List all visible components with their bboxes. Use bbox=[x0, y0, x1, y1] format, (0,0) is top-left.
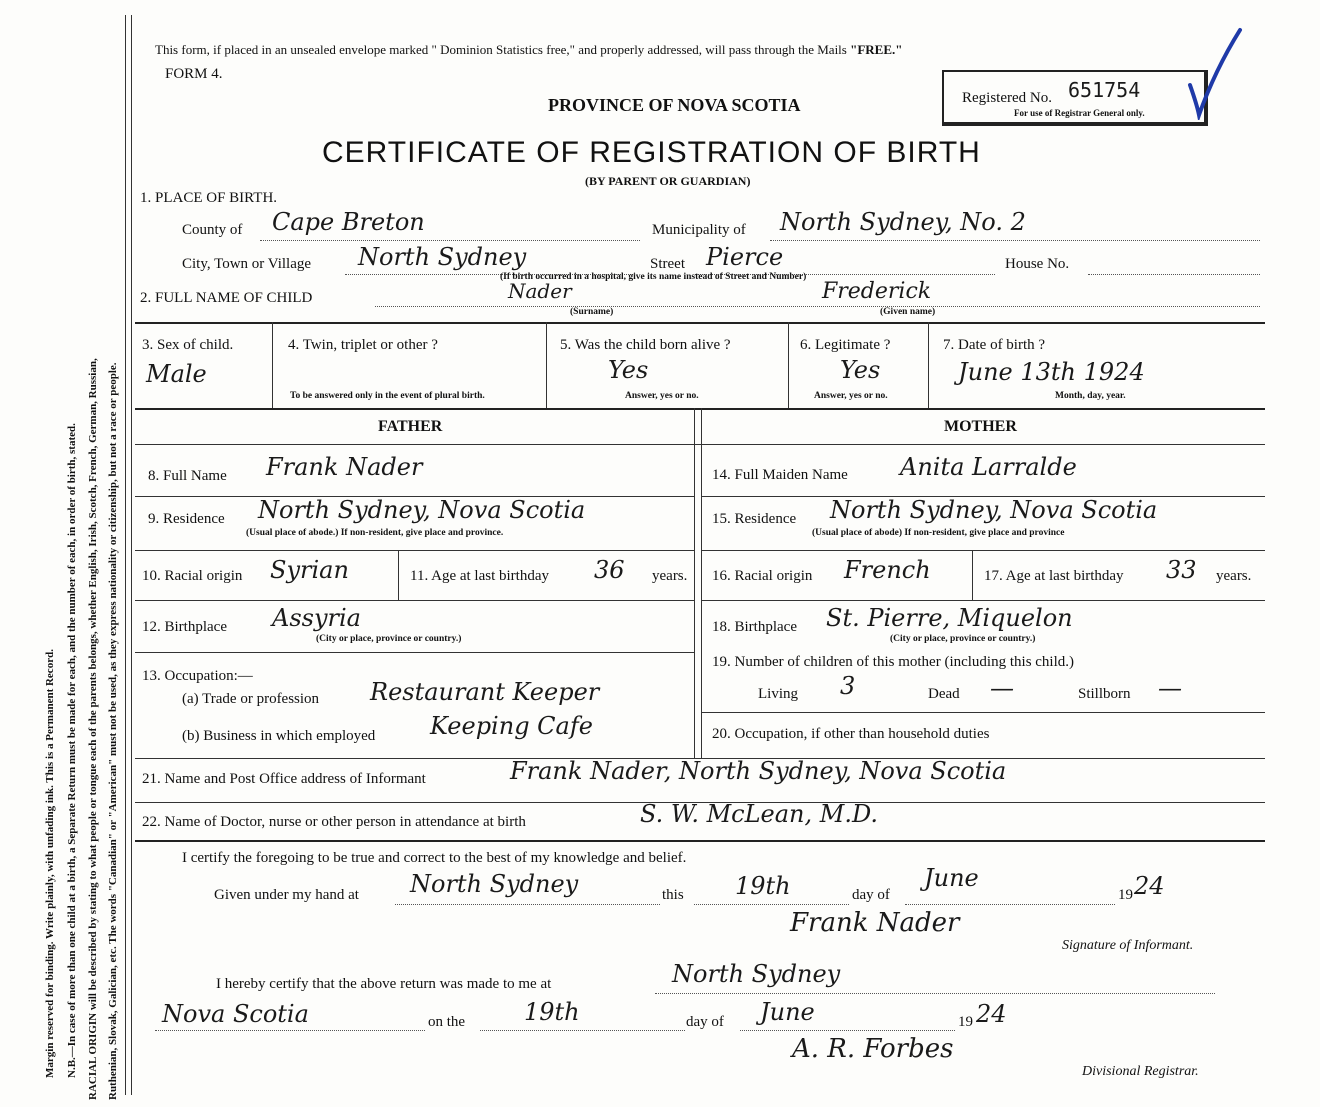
father-heading: FATHER bbox=[378, 418, 443, 435]
stillborn-label: Stillborn bbox=[1078, 686, 1131, 702]
father-occ-label: 13. Occupation:— bbox=[142, 668, 253, 684]
municipality-label: Municipality of bbox=[652, 222, 746, 238]
racial-note-1: RACIAL ORIGIN will be described by stating to what people or tongue each of the parents belongs, whether English, Irish, Scotch, French, German, Russian, bbox=[87, 358, 99, 1100]
sex-value: Male bbox=[146, 360, 207, 388]
father-trade-label: (a) Trade or profession bbox=[182, 691, 320, 707]
city-value: North Sydney bbox=[358, 243, 527, 271]
reg-day-of-label: day of bbox=[686, 1014, 724, 1030]
registrar-statement: I hereby certify that the above return was made to me at bbox=[216, 976, 552, 992]
father-bp-note: (City or place, province or country.) bbox=[316, 634, 462, 644]
informant-value: Frank Nader, North Sydney, Nova Scotia bbox=[510, 757, 1007, 785]
stillborn-value: — bbox=[1158, 674, 1182, 702]
father-race: Syrian bbox=[270, 556, 349, 584]
mother-res-note: (Usual place of abode) If non-resident, give place and province bbox=[812, 528, 1065, 538]
mother-bp-label: 18. Birthplace bbox=[712, 619, 797, 635]
father-res-label: 9. Residence bbox=[148, 511, 225, 527]
form-number: FORM 4. bbox=[165, 66, 223, 82]
dead-label: Dead bbox=[928, 686, 960, 702]
father-age-label: 11. Age at last birthday bbox=[410, 568, 549, 584]
child-surname: Nader bbox=[508, 279, 572, 303]
father-biz: Keeping Cafe bbox=[430, 712, 593, 740]
doctor-label: 22. Name of Doctor, nurse or other person in attendance at birth bbox=[142, 814, 526, 830]
mother-bp-note: (City or place, province or country.) bbox=[890, 634, 1036, 644]
margin-note: Margin reserved for binding. Write plainly, with unfading ink. This is a Permanent Record. bbox=[44, 649, 56, 1078]
legit-label: 6. Legitimate ? bbox=[800, 337, 891, 353]
street-label: Street bbox=[650, 256, 685, 272]
mother-years: years. bbox=[1216, 568, 1252, 584]
reg-year: 24 bbox=[976, 1000, 1007, 1028]
mail-note: This form, if placed in an unsealed envelope marked " Dominion Statistics free," and properly addressed, will pass through the Mails "FREE." bbox=[155, 42, 903, 57]
reg-year-prefix: 19 bbox=[958, 1014, 973, 1030]
municipality-value: North Sydney, No. 2 bbox=[780, 208, 1026, 236]
reg-place: North Sydney bbox=[672, 960, 841, 988]
child-given: Frederick bbox=[822, 279, 932, 304]
twin-note: To be answered only in the event of plural birth. bbox=[290, 391, 485, 401]
father-race-label: 10. Racial origin bbox=[142, 568, 243, 584]
father-age: 36 bbox=[594, 556, 625, 584]
informant-signature: Frank Nader bbox=[790, 908, 960, 938]
reg-month: June bbox=[760, 998, 815, 1026]
subtitle: (BY PARENT OR GUARDIAN) bbox=[585, 174, 751, 188]
living-value: 3 bbox=[840, 672, 856, 700]
father-res: North Sydney, Nova Scotia bbox=[258, 496, 586, 524]
mother-age-label: 17. Age at last birthday bbox=[984, 568, 1124, 584]
margin-rule bbox=[125, 15, 126, 1095]
mother-res-label: 15. Residence bbox=[712, 511, 797, 527]
house-label: House No. bbox=[1005, 256, 1070, 272]
racial-note-2: Ruthenian, Slovak, Galician, etc. The words "Canadian" or "American" must not be used, as they express nationality or citizenship, but not a race or people. bbox=[107, 362, 119, 1100]
father-trade: Restaurant Keeper bbox=[370, 678, 600, 706]
day-of-label: day of bbox=[852, 887, 890, 903]
alive-label: 5. Was the child born alive ? bbox=[560, 337, 731, 353]
children-label: 19. Number of children of this mother (including this child.) bbox=[712, 654, 1075, 670]
checkmark-icon bbox=[1185, 20, 1245, 120]
mother-name-label: 14. Full Maiden Name bbox=[712, 467, 848, 483]
year-prefix: 19 bbox=[1118, 887, 1133, 903]
place-heading: 1. PLACE OF BIRTH. bbox=[140, 190, 278, 206]
dob-note: Month, day, year. bbox=[1055, 391, 1126, 401]
given-year: 24 bbox=[1134, 872, 1165, 900]
doctor-value: S. W. McLean, M.D. bbox=[640, 800, 878, 828]
mother-race-label: 16. Racial origin bbox=[712, 568, 813, 584]
given-month: June bbox=[924, 864, 979, 892]
given-day: 19th bbox=[735, 872, 791, 900]
on-the-label: on the bbox=[428, 1014, 466, 1030]
dob-label: 7. Date of birth ? bbox=[943, 337, 1046, 353]
given-place: North Sydney bbox=[410, 870, 579, 898]
legit-value: Yes bbox=[840, 356, 881, 384]
surname-label: (Surname) bbox=[570, 307, 614, 317]
given-label: Given under my hand at bbox=[214, 887, 359, 903]
county-value: Cape Breton bbox=[272, 208, 425, 236]
father-years: years. bbox=[652, 568, 688, 584]
reg-day: 19th bbox=[524, 998, 580, 1026]
mother-bp: St. Pierre, Miquelon bbox=[826, 604, 1073, 632]
province: PROVINCE OF NOVA SCOTIA bbox=[548, 95, 801, 115]
reg-place-2: Nova Scotia bbox=[162, 1000, 309, 1028]
registered-label: Registered No. bbox=[962, 90, 1052, 106]
registrar-note: For use of Registrar General only. bbox=[1014, 108, 1145, 118]
mother-race: French bbox=[844, 556, 931, 584]
city-label: City, Town or Village bbox=[182, 256, 312, 272]
father-bp-label: 12. Birthplace bbox=[142, 619, 227, 635]
alive-note: Answer, yes or no. bbox=[625, 391, 699, 401]
given-label: (Given name) bbox=[880, 307, 936, 317]
father-biz-label: (b) Business in which employed bbox=[182, 728, 376, 744]
street-value: Pierce bbox=[706, 243, 784, 271]
registrar-signature: A. R. Forbes bbox=[792, 1034, 954, 1064]
page-title: CERTIFICATE OF REGISTRATION OF BIRTH bbox=[322, 136, 981, 169]
child-name-label: 2. FULL NAME OF CHILD bbox=[140, 290, 313, 306]
legit-note: Answer, yes or no. bbox=[814, 391, 888, 401]
registrar-label: Divisional Registrar. bbox=[1082, 1064, 1199, 1079]
father-res-note: (Usual place of abode.) If non-resident, give place and province. bbox=[246, 528, 504, 538]
mother-heading: MOTHER bbox=[944, 418, 1017, 435]
dob-value: June 13th 1924 bbox=[958, 358, 1145, 386]
registered-box bbox=[942, 70, 1208, 126]
dead-value: — bbox=[990, 674, 1014, 702]
registered-value: 651754 bbox=[1068, 78, 1141, 102]
informant-label: 21. Name and Post Office address of Informant bbox=[142, 771, 426, 787]
county-label: County of bbox=[182, 222, 243, 238]
sex-label: 3. Sex of child. bbox=[142, 337, 234, 353]
signature-label: Signature of Informant. bbox=[1062, 938, 1194, 953]
margin-rule-inner bbox=[131, 15, 132, 1095]
hospital-note: (If birth occurred in a hospital, give its name instead of Street and Number) bbox=[500, 272, 807, 282]
mother-name: Anita Larralde bbox=[900, 453, 1077, 481]
living-label: Living bbox=[758, 686, 798, 702]
mother-res: North Sydney, Nova Scotia bbox=[830, 496, 1158, 524]
cert-statement: I certify the foregoing to be true and correct to the best of my knowledge and belief. bbox=[182, 850, 687, 866]
alive-value: Yes bbox=[608, 356, 649, 384]
twin-label: 4. Twin, triplet or other ? bbox=[288, 337, 438, 353]
mother-occ-label: 20. Occupation, if other than household duties bbox=[712, 726, 990, 742]
father-bp: Assyria bbox=[272, 604, 361, 632]
father-name-label: 8. Full Name bbox=[148, 468, 227, 484]
mother-age: 33 bbox=[1166, 556, 1197, 584]
this-label: this bbox=[662, 887, 684, 903]
nb-note: N.B.—In case of more than one child at a birth, a Separate Return must be made for each, and the number of each, in order of birth, stated. bbox=[66, 423, 78, 1078]
father-name: Frank Nader bbox=[266, 453, 423, 481]
